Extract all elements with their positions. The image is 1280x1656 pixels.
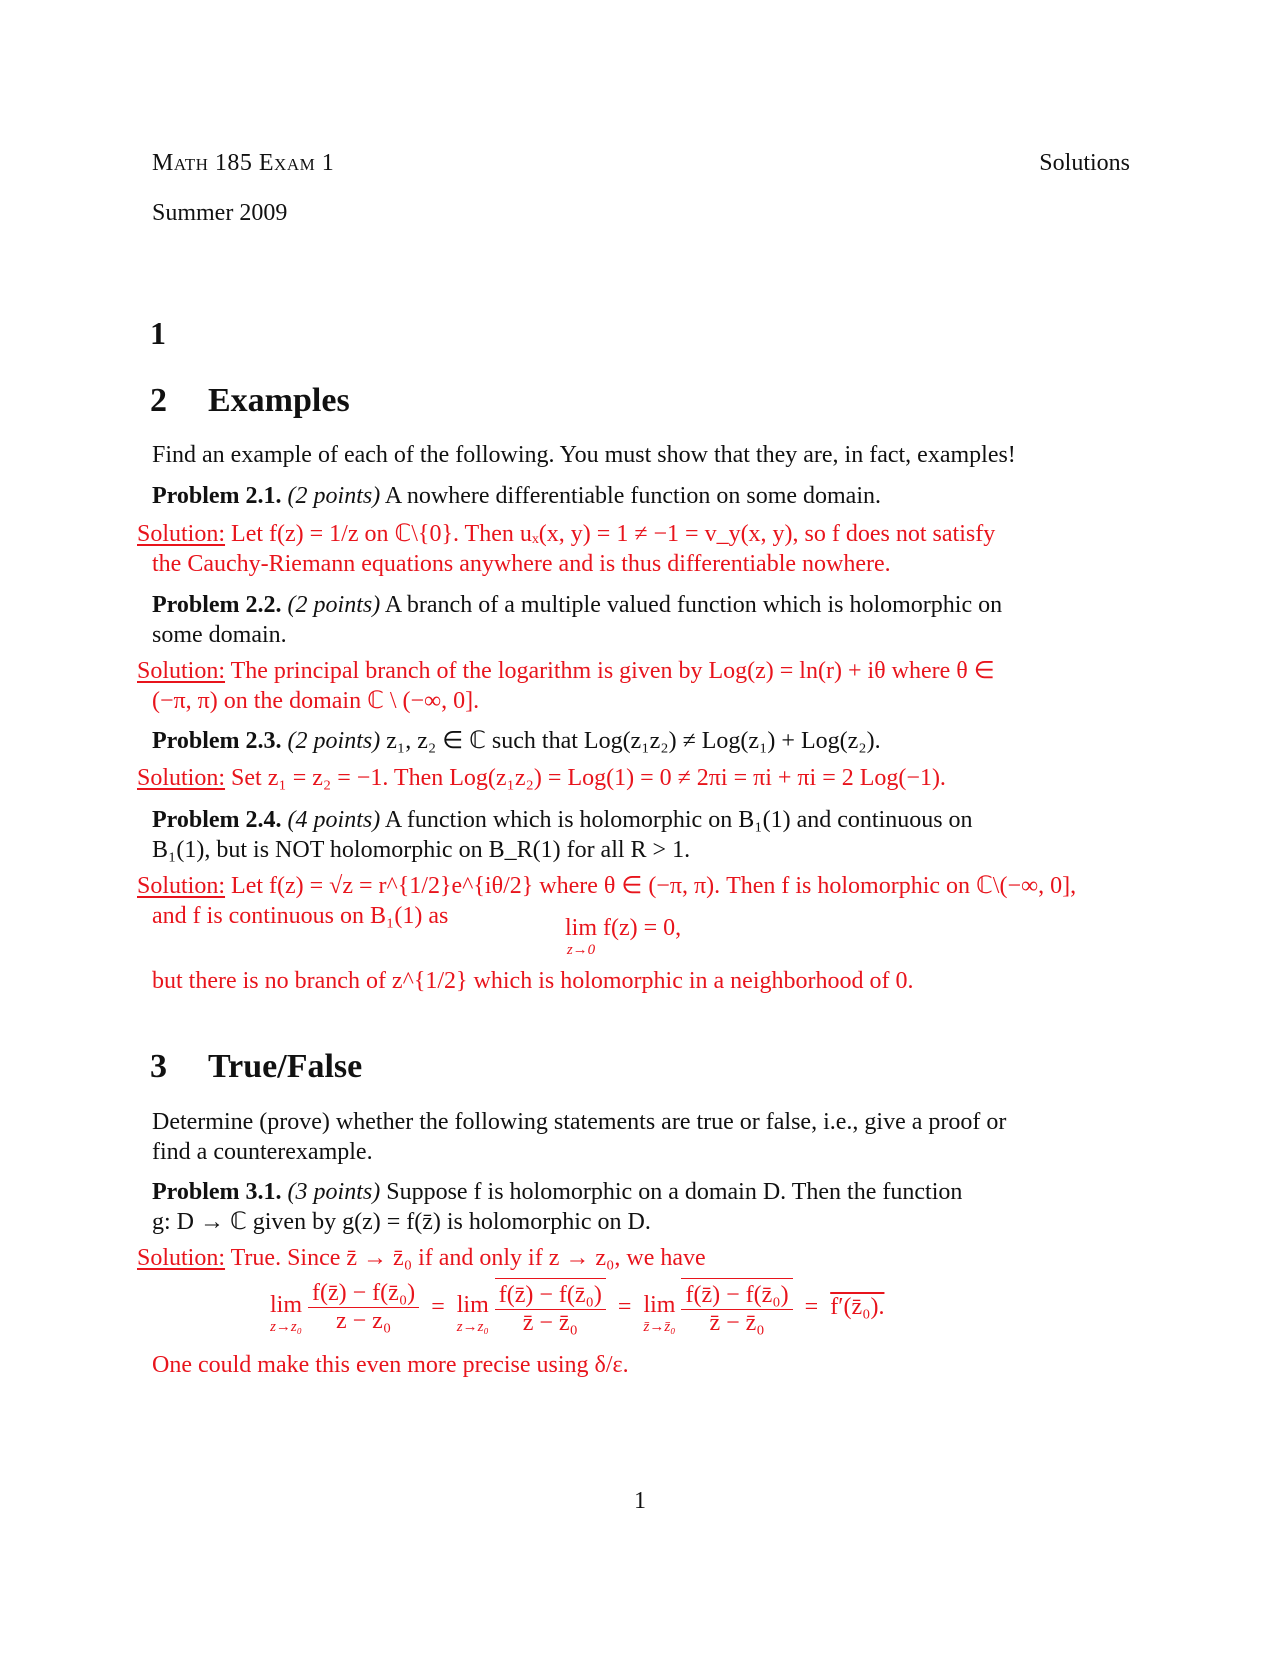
problem-text: A nowhere differentiable function on some domain. (384, 483, 881, 509)
numerator: f(z̄) − f(z̄₀) (681, 1282, 792, 1310)
fraction (308, 1280, 419, 1335)
problem-2-1 (152, 481, 1130, 511)
fraction (495, 1278, 606, 1337)
limit-subscript: z̄→z̄₀ (643, 1319, 676, 1335)
solution-2-3 (137, 763, 1130, 793)
limit-expression: f(z) = 0, (603, 915, 682, 941)
solution-line: and f is continuous on B₁(1) as (152, 903, 449, 929)
solution-3-1-after: One could make this even more precise using δ/ε. (152, 1352, 629, 1378)
solution-label: Solution: (137, 521, 226, 547)
limit-subscript: z→z₀ (270, 1319, 302, 1335)
problem-text: some domain. (152, 622, 287, 648)
problem-text: g: D → ℂ given by g(z) = f(z̄) is holomorphic on D. (152, 1209, 651, 1235)
problem-points: (3 points) (287, 1179, 381, 1205)
derivative-result: f′(z̄₀). (830, 1294, 885, 1320)
numerator: f(z̄) − f(z̄₀) (308, 1280, 419, 1308)
problem-head: Problem 2.3. (152, 728, 282, 754)
solution-label: Solution: (137, 765, 226, 791)
solution-line: True. Since z̄ → z̄₀ if and only if z → z₀, we have (230, 1245, 706, 1271)
section-title: Examples (208, 382, 350, 419)
limit-display (565, 915, 681, 961)
limit-subscript: z→z₀ (456, 1319, 489, 1335)
limit-operator (643, 1292, 675, 1335)
intro-line: Determine (prove) whether the following statements are true or false, i.e., give a proof or (152, 1109, 1007, 1135)
problem-2-2 (152, 590, 1130, 650)
denominator: z − z₀ (335, 1308, 392, 1334)
problem-points: (2 points) (287, 592, 381, 618)
problem-head: Problem 2.4. (152, 807, 282, 833)
section-title: True/False (208, 1048, 363, 1085)
section-number: 2 (150, 382, 167, 419)
problem-text: A branch of a multiple valued function which is holomorphic on (384, 592, 1003, 618)
problem-text: Suppose f is holomorphic on a domain D. Then the function (386, 1179, 963, 1205)
solution-2-2 (137, 656, 1130, 716)
solution-line: Let f(z) = √z = r^{1/2}e^{iθ/2} where θ ∈ (−π, π). Then f is holomorphic on ℂ\(−∞, 0], (231, 873, 1077, 899)
numerator: f(z̄) − f(z̄₀) (495, 1282, 606, 1310)
problem-points: (2 points) (287, 483, 381, 509)
problem-3-1 (152, 1177, 1130, 1237)
section-2-intro: Find an example of each of the following. You must show that they are, in fact, examples! (152, 442, 1016, 468)
solution-3-1 (137, 1243, 1130, 1273)
denominator: z̄ − z̄₀ (709, 1310, 765, 1336)
solutions-label: Solutions (1039, 150, 1130, 176)
section-2-heading (150, 382, 350, 420)
equals-sign: = (431, 1294, 445, 1320)
limit-word: lim (270, 1292, 303, 1318)
problem-text: B₁(1), but is NOT holomorphic on B_R(1) for all R > 1. (152, 837, 691, 863)
page-number: 1 (634, 1488, 646, 1514)
term-label: Summer 2009 (152, 200, 288, 226)
solution-line: Let f(z) = 1/z on ℂ\{0}. Then uₓ(x, y) = 1 ≠ −1 = v_y(x, y), so f does not satisfy (231, 521, 996, 547)
solution-line: the Cauchy-Riemann equations anywhere and is thus differentiable nowhere. (152, 551, 891, 577)
limit-word: lim (456, 1292, 489, 1318)
solution-line: (−π, π) on the domain ℂ \ (−∞, 0]. (152, 688, 480, 714)
problem-text: A function which is holomorphic on B₁(1) and continuous on (384, 807, 973, 833)
solution-line: Set z₁ = z₂ = −1. Then Log(z₁z₂) = Log(1) = 0 ≠ 2πi = πi + πi = 2 Log(−1). (231, 765, 946, 791)
problem-head: Problem 3.1. (152, 1179, 282, 1205)
limit-subscript: z→0 (566, 942, 596, 958)
solution-label: Solution: (137, 1245, 226, 1271)
equals-sign: = (617, 1294, 632, 1320)
intro-line: find a counterexample. (152, 1139, 373, 1165)
limit-operator (270, 1292, 302, 1335)
display-equation (270, 1278, 884, 1337)
problem-2-3 (152, 726, 1130, 756)
fraction (681, 1278, 792, 1337)
limit-word: lim (565, 915, 598, 941)
equals-sign: = (804, 1294, 819, 1320)
problem-points: (4 points) (287, 807, 381, 833)
section-3-heading (150, 1048, 362, 1086)
problem-points: (2 points) (287, 728, 381, 754)
course-title: Math 185 Exam 1 (152, 150, 335, 176)
problem-text: z₁, z₂ ∈ ℂ such that Log(z₁z₂) ≠ Log(z₁) + Log(z₂). (386, 728, 881, 754)
limit-operator (565, 915, 597, 958)
section-number: 3 (150, 1048, 167, 1085)
solution-label: Solution: (137, 658, 226, 684)
problem-2-4 (152, 805, 1130, 865)
solution-2-1 (137, 519, 1130, 579)
solution-line: The principal branch of the logarithm is given by Log(z) = ln(r) + iθ where θ ∈ (230, 658, 995, 684)
limit-word: lim (643, 1292, 676, 1318)
section-1-number: 1 (150, 315, 166, 351)
problem-head: Problem 2.2. (152, 592, 282, 618)
problem-head: Problem 2.1. (152, 483, 282, 509)
limit-operator (457, 1292, 489, 1335)
denominator: z̄ − z̄₀ (522, 1310, 578, 1336)
solution-2-4-after: but there is no branch of z^{1/2} which is holomorphic in a neighborhood of 0. (152, 968, 914, 994)
section-3-intro (152, 1107, 1130, 1167)
solution-label: Solution: (137, 873, 226, 899)
